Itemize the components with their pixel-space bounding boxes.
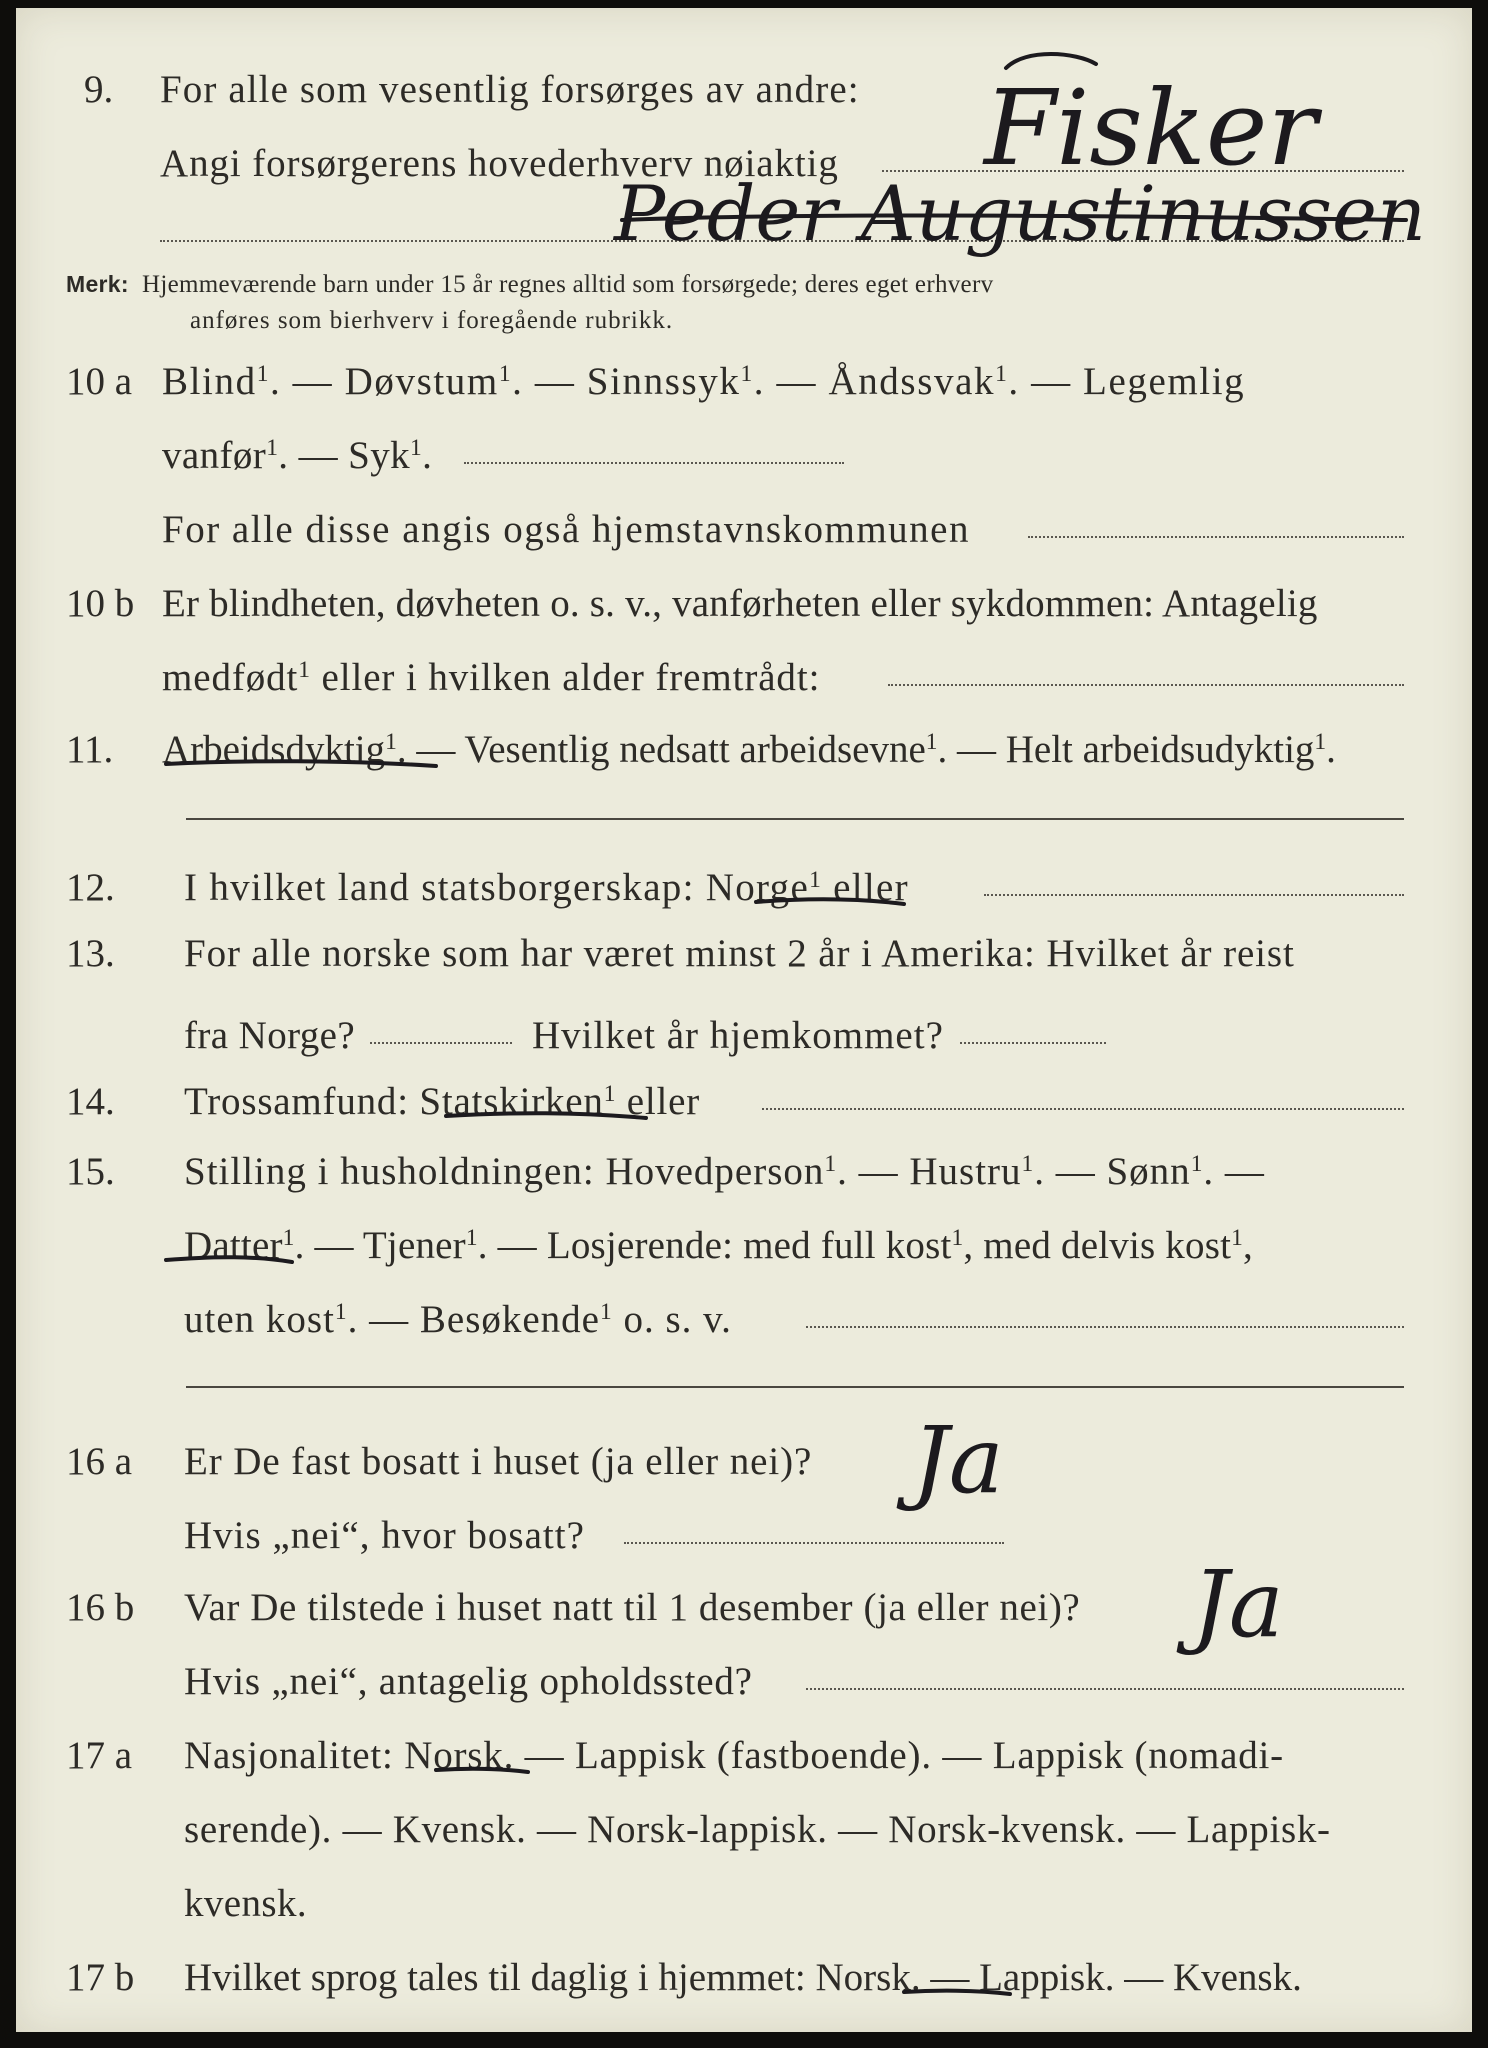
option-norge: Norge [705, 866, 810, 909]
q12-line [184, 868, 909, 907]
q16b-line1: Var De tilstede i huset natt til 1 desember (ja eller nei)? [184, 1586, 1081, 1629]
q9-answer-line-2 [160, 240, 1404, 242]
q15-line3 [184, 1300, 732, 1339]
option-syk: . — Syk [278, 434, 411, 477]
q10a-line3: For alle disse angis også hjemstavnskommunen [162, 508, 970, 551]
option-sinnssyk: . — Sinnssyk [512, 360, 741, 403]
q10a-home-municipality-line [1028, 536, 1404, 538]
footnote-mark: 1 [995, 361, 1009, 388]
q14-line [184, 1082, 700, 1121]
q13-line2b: Hvilket år hjemkommet? [532, 1014, 944, 1057]
handwritten-answer-16a: Ja [912, 1407, 1004, 1514]
footnote-mark: 1 [1021, 1151, 1035, 1178]
option-arbeidsdyktig: Arbeidsdyktig [162, 728, 386, 771]
q16b-where-line [806, 1688, 1404, 1690]
q13-line1: For alle norske som har været minst 2 år i Amerika: Hvilket år reist [184, 932, 1295, 975]
q12-answer-line [984, 894, 1404, 896]
q16a-line1: Er De fast bosatt i huset (ja eller nei)? [184, 1440, 813, 1483]
option-dovstum: . — Døvstum [269, 360, 499, 403]
q15-line1 [184, 1152, 1265, 1191]
option-nedsatt: . — Vesentlig nedsatt arbeidsevne [396, 728, 926, 771]
option-hovedperson: Stilling i husholdningen: Hovedperson [184, 1150, 825, 1193]
option-hustru: . — Hustru [837, 1150, 1022, 1193]
q10a-line2 [162, 436, 432, 475]
q10a-answer-line [464, 462, 844, 464]
q17a-line2: serende). — Kvensk. — Norsk-lappisk. — Norsk-kvensk. — Lappisk- [184, 1808, 1331, 1851]
footnote-mark: 1 [266, 435, 279, 462]
item-number-14: 14. [66, 1080, 115, 1123]
option-delvis-kost: , med delvis kost [963, 1224, 1232, 1267]
item-number-17a: 17 a [66, 1734, 133, 1777]
item-number-9: 9. [84, 68, 114, 111]
q10a-line1 [162, 362, 1245, 401]
q17a-line3: kvensk. [184, 1882, 308, 1925]
q15-rule [186, 1386, 1404, 1388]
footnote-mark: 1 [256, 361, 270, 388]
q16a-line2: Hvis „nei“, hvor bosatt? [184, 1514, 585, 1557]
q14-eller: eller [616, 1080, 701, 1123]
q10b-age-text: eller i hvilken alder fremtrådt: [310, 656, 821, 699]
option-statskirken: Statskirken [419, 1080, 604, 1123]
footnote-mark: 1 [298, 657, 311, 684]
item-number-16a: 16 a [66, 1440, 133, 1483]
footnote-mark: 1 [603, 1081, 617, 1108]
option-besokende: . — Besøkende [347, 1298, 600, 1341]
punct: . — [1203, 1150, 1265, 1193]
q17a-line1: Nasjonalitet: Norsk. — Lappisk (fastboende). — Lappisk (nomadi- [184, 1734, 1284, 1777]
item-number-10b: 10 b [66, 582, 135, 625]
footnote-mark: 1 [334, 1299, 348, 1326]
q9-line2: Angi forsørgerens hovederhverv nøiaktig [160, 142, 839, 185]
footnote-mark: 1 [925, 729, 938, 756]
q13-year-left-line [370, 1042, 512, 1044]
q14-answer-line [762, 1108, 1404, 1110]
q12-eller: eller [822, 866, 909, 909]
q16a-where-line [624, 1542, 1004, 1544]
q10b-line1: Er blindheten, døvheten o. s. v., vanførheten eller sykdommen: Antagelig [162, 582, 1318, 625]
option-legemlig: . — Legemlig [1008, 360, 1246, 403]
census-form-page [16, 8, 1472, 2032]
footnote-mark: 1 [498, 361, 513, 388]
footnote-mark: 1 [1231, 1225, 1244, 1252]
footnote-mark: 1 [824, 1151, 838, 1178]
q15-answer-line [806, 1326, 1404, 1328]
footnote-mark: 1 [600, 1299, 613, 1326]
option-full-kost: . — Losjerende: med full kost [477, 1224, 952, 1267]
handwritten-name-struck: Peder Augustinussen [614, 169, 1426, 258]
option-vanfor: vanfør [162, 434, 267, 477]
footnote-mark: 1 [809, 867, 823, 894]
item-number-17b: 17 b [66, 1956, 135, 1999]
footnote-mark: 1 [740, 361, 754, 388]
option-blind: Blind [162, 360, 257, 403]
footnote-mark: 1 [1314, 729, 1327, 756]
merk-line2: anføres som bierhverv i foregående rubrikk. [190, 307, 674, 334]
merk-text-1: Hjemmeværende barn under 15 år regnes alltid som forsørgede; deres eget erhverv [141, 271, 994, 298]
item-number-15: 15. [66, 1150, 115, 1193]
option-datter: Datter [184, 1224, 283, 1267]
option-medfodt: medfødt [162, 656, 299, 699]
q13-line2a: fra Norge? [184, 1014, 356, 1057]
q14-question: Trossamfund: [184, 1080, 420, 1123]
option-uten-kost: uten kost [184, 1298, 335, 1341]
footnote-mark: 1 [951, 1225, 964, 1252]
fisker-flourish [1006, 54, 1096, 68]
option-sonn: . — Sønn [1034, 1150, 1191, 1193]
q12-question: I hvilket land statsborgerskap: [184, 866, 706, 909]
footnote-mark: 1 [385, 729, 397, 756]
handwritten-occupation: Fisker [984, 67, 1318, 189]
punct: . [422, 434, 433, 477]
q9-answer-line [882, 170, 1404, 172]
q9-line1: For alle som vesentlig forsørges av andre: [160, 68, 860, 111]
item-number-12: 12. [66, 866, 115, 909]
q15-line2 [184, 1226, 1253, 1265]
q11-rule [186, 818, 1404, 820]
footnote-mark: 1 [465, 1225, 478, 1252]
punct: , [1243, 1224, 1253, 1267]
punct: . [1326, 728, 1336, 771]
q17b-line1: Hvilket sprog tales til daglig i hjemmet: Norsk. — Lappisk. — Kvensk. [184, 1956, 1302, 1999]
q10b-line2 [162, 658, 820, 697]
item-number-16b: 16 b [66, 1586, 135, 1629]
footnote-mark: 1 [1190, 1151, 1204, 1178]
handwritten-answer-16b: Ja [1192, 1551, 1284, 1658]
q16b-line2: Hvis „nei“, antagelig opholdssted? [184, 1660, 753, 1703]
q10b-answer-line [888, 684, 1404, 686]
merk-line1 [66, 272, 993, 297]
q15-osv: o. s. v. [612, 1298, 732, 1341]
option-andssvak: . — Åndssvak [753, 360, 996, 403]
item-number-10a: 10 a [66, 360, 133, 403]
strikethrough-line [622, 216, 1406, 221]
option-tjener: . — Tjener [294, 1224, 466, 1267]
item-number-11: 11. [66, 728, 114, 771]
footnote-mark: 1 [282, 1225, 295, 1252]
footnote-mark: 1 [410, 435, 423, 462]
item-number-13: 13. [66, 932, 115, 975]
option-udyktig: . — Helt arbeidsudyktig [937, 728, 1315, 771]
q13-year-return-line [960, 1042, 1106, 1044]
q11-line [162, 730, 1336, 769]
merk-label: Merk: [66, 271, 129, 297]
